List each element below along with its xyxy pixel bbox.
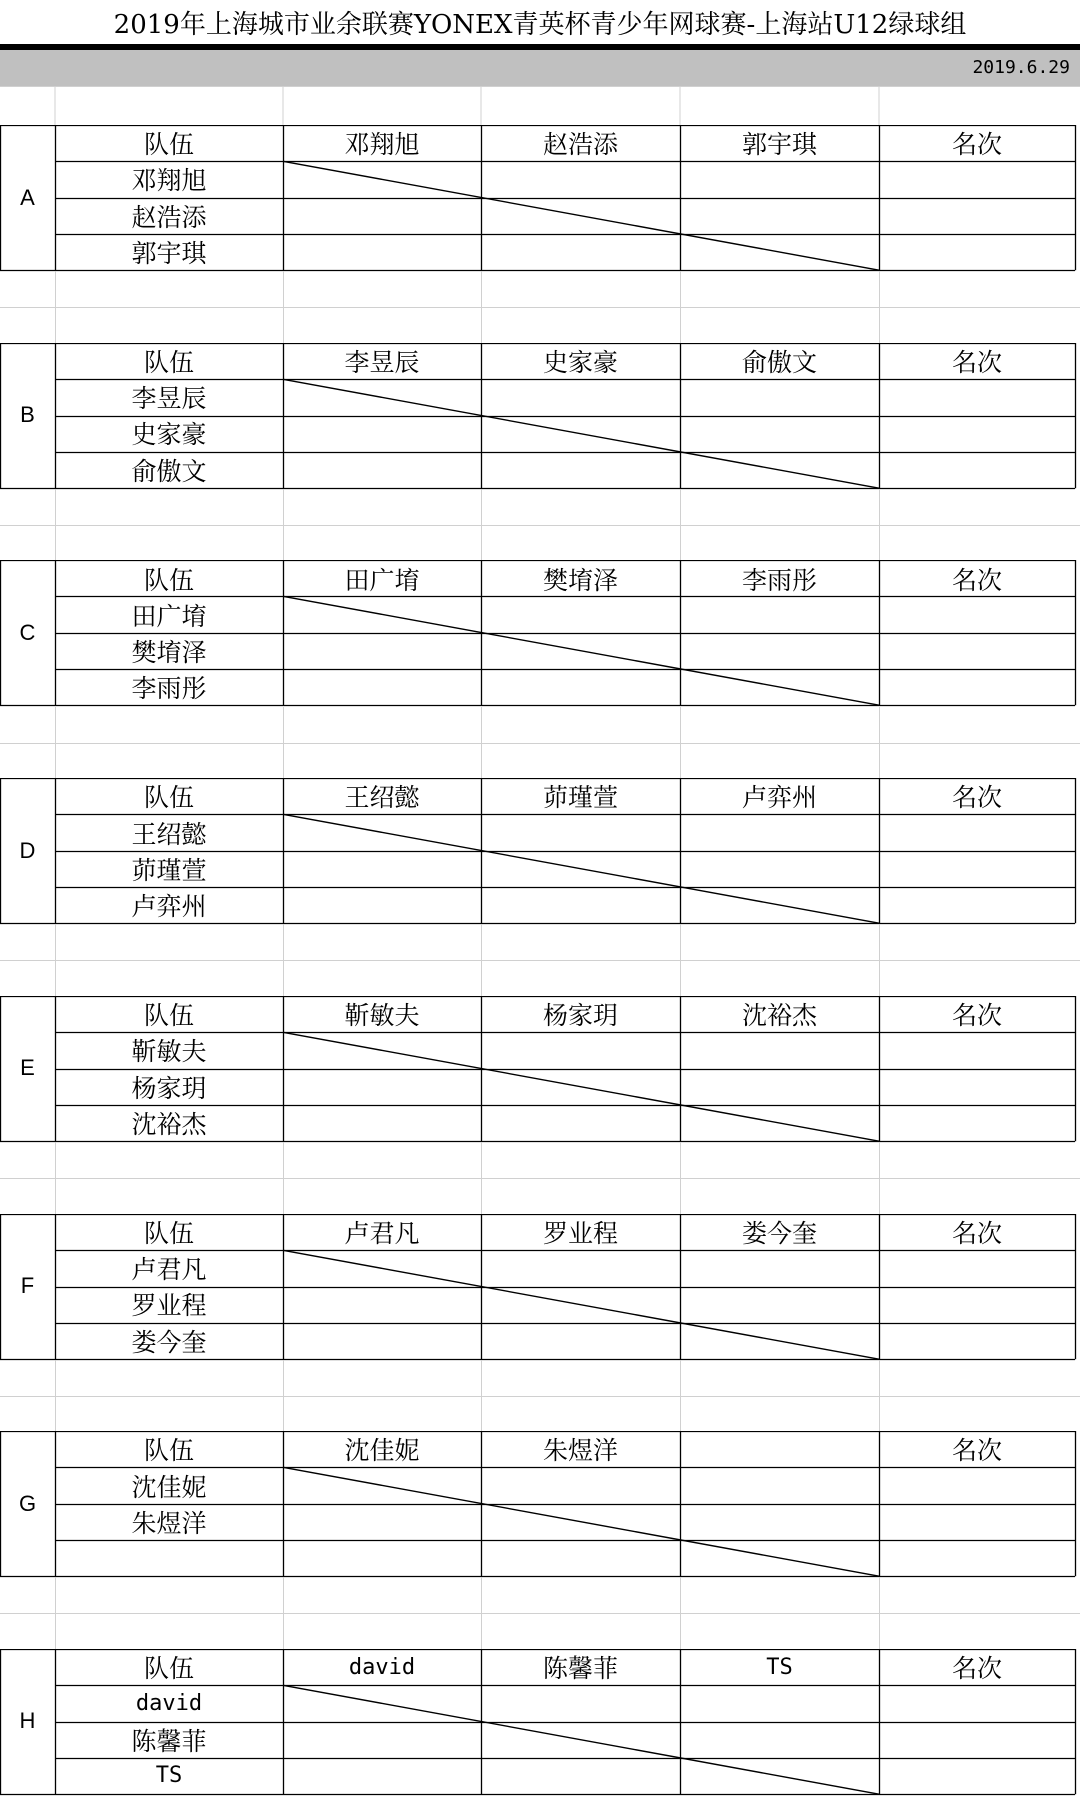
header-player-1: 靳敏夫 <box>344 1000 420 1030</box>
group-d <box>0 778 1080 924</box>
header-rank: 名次 <box>951 783 1002 813</box>
header-rank: 名次 <box>951 565 1002 595</box>
header-rank: 名次 <box>951 1000 1002 1030</box>
row-player-2: 杨家玥 <box>131 1073 207 1103</box>
group-letter: G <box>18 1490 37 1516</box>
header-rank: 名次 <box>951 130 1002 160</box>
header-player-3: 李雨彤 <box>741 565 817 595</box>
header-team: 队伍 <box>143 783 194 813</box>
header-player-3 <box>680 1431 879 1467</box>
row-player-2: 茆瑾萱 <box>131 855 207 885</box>
diagonal-line <box>283 1685 879 1794</box>
header-player-1: 王绍懿 <box>344 783 420 813</box>
header-team: 队伍 <box>143 347 194 377</box>
row-player-3: 卢弈州 <box>131 892 207 922</box>
header-player-1: 田广堉 <box>344 565 420 595</box>
row-player-1: 王绍懿 <box>131 819 207 849</box>
row-player-1: david <box>135 1690 203 1716</box>
row-player-2: 陈馨菲 <box>131 1726 207 1756</box>
header-player-3: 沈裕杰 <box>741 1000 817 1030</box>
group-letter: D <box>19 837 36 863</box>
diagonal-line <box>283 379 879 488</box>
row-player-1: 田广堉 <box>131 601 207 631</box>
header-player-1: 沈佳妮 <box>344 1436 420 1466</box>
group-letter: A <box>20 184 35 210</box>
group-b <box>0 343 1080 489</box>
diagonal-line <box>283 1032 879 1141</box>
page-title: 2019年上海城市业余联赛YONEX青英杯青少年网球赛-上海站U12绿球组 <box>113 9 967 40</box>
row-player-3 <box>55 1540 283 1576</box>
row-player-1: 邓翔旭 <box>131 166 207 196</box>
header-team: 队伍 <box>143 130 194 160</box>
header-player-1: 李昱辰 <box>344 347 420 377</box>
row-player-2: 朱煜洋 <box>131 1508 207 1538</box>
row-player-2: 史家豪 <box>131 420 207 450</box>
row-player-3: 郭宇琪 <box>131 239 207 269</box>
header-player-2: 朱煜洋 <box>542 1436 618 1466</box>
diagonal-line <box>283 161 879 270</box>
spacer-grid <box>0 924 1080 997</box>
group-letter: H <box>19 1708 36 1734</box>
row-player-1: 沈佳妮 <box>131 1472 207 1502</box>
header-player-2: 赵浩添 <box>542 130 618 160</box>
header-rank: 名次 <box>951 1654 1002 1684</box>
header-player-2: 罗业程 <box>542 1218 618 1248</box>
diagonal-line <box>283 1250 879 1359</box>
group-g <box>0 1431 1080 1577</box>
group-letter: B <box>20 402 35 428</box>
header-player-3: 卢弈州 <box>741 783 817 813</box>
header-rank: 名次 <box>951 1218 1002 1248</box>
header-player-1: 邓翔旭 <box>344 130 420 160</box>
date-bar <box>0 50 1080 87</box>
header-team: 队伍 <box>143 1218 194 1248</box>
row-player-1: 卢君凡 <box>131 1254 207 1284</box>
row-player-3: 李雨彤 <box>131 674 207 704</box>
diagonal-line <box>283 597 879 706</box>
row-player-2: 赵浩添 <box>131 202 207 232</box>
header-player-2: 樊堉泽 <box>542 565 618 595</box>
row-player-3: 沈裕杰 <box>131 1109 207 1139</box>
spacer-grid <box>0 86 1080 126</box>
diagonal-line <box>283 1467 879 1576</box>
header-team: 队伍 <box>143 1436 194 1466</box>
group-a <box>0 125 1080 271</box>
header-player-3: TS <box>766 1654 793 1680</box>
header-team: 队伍 <box>143 1654 194 1684</box>
row-player-3: 娄今奎 <box>131 1327 207 1357</box>
group-c <box>0 560 1080 706</box>
group-letter: C <box>19 619 36 645</box>
row-player-1: 靳敏夫 <box>131 1037 207 1067</box>
diagonal-line <box>283 814 879 923</box>
row-player-2: 樊堉泽 <box>131 638 207 668</box>
spacer-grid <box>0 1360 1080 1433</box>
row-player-3: TS <box>155 1763 183 1789</box>
header-player-3: 娄今奎 <box>741 1218 817 1248</box>
header-player-3: 郭宇琪 <box>741 130 817 160</box>
group-f <box>0 1214 1080 1360</box>
header-player-2: 陈馨菲 <box>542 1654 618 1684</box>
header-player-1: david <box>348 1654 416 1680</box>
spacer-grid <box>0 489 1080 562</box>
group-letter: E <box>20 1055 35 1081</box>
spacer-grid <box>0 1577 1080 1650</box>
row-player-3: 俞傲文 <box>131 456 207 486</box>
header-team: 队伍 <box>143 1000 194 1030</box>
group-h <box>0 1649 1080 1795</box>
group-letter: F <box>20 1273 35 1299</box>
row-player-2: 罗业程 <box>131 1291 207 1321</box>
spacer-grid <box>0 707 1080 780</box>
header-rank: 名次 <box>951 1436 1002 1466</box>
spacer-grid <box>0 271 1080 344</box>
header-team: 队伍 <box>143 565 194 595</box>
group-e <box>0 996 1080 1142</box>
spacer-grid <box>0 1142 1080 1215</box>
header-player-3: 俞傲文 <box>741 347 817 377</box>
header-player-1: 卢君凡 <box>344 1218 420 1248</box>
date-text: 2019.6.29 <box>972 57 1070 78</box>
header-player-2: 杨家玥 <box>542 1000 618 1030</box>
header-rank: 名次 <box>951 347 1002 377</box>
header-player-2: 茆瑾萱 <box>542 783 618 813</box>
row-player-1: 李昱辰 <box>131 384 207 414</box>
header-player-2: 史家豪 <box>542 347 618 377</box>
